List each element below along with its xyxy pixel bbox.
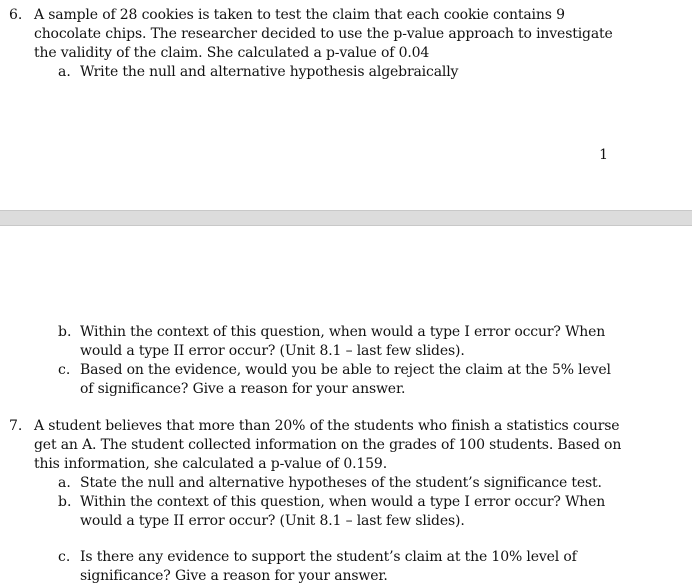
question-7b-text-line-2: would a type II error occur? (Unit 8.1 – last few slides). [80,513,465,529]
question-6c-label: c. [58,362,71,378]
question-6a-text: Write the null and alternative hypothesis algebraically [80,64,459,80]
question-7-text-line-1: A student believes that more than 20% of the students who finish a statistics course [34,418,620,434]
question-6-text-line-3: the validity of the claim. She calculated a p-value of 0.04 [34,45,430,61]
document-page-2 [0,226,692,587]
question-7b-label: b. [58,494,72,510]
question-7a-text: State the null and alternative hypotheses of the student’s significance test. [80,475,602,491]
question-6b-label: b. [58,324,72,340]
question-7-text-line-3: this information, she calculated a p-value of 0.159. [34,456,387,472]
question-7c-text-line-1: Is there any evidence to support the student’s claim at the 10% level of [80,549,577,565]
question-7b-text-line-1: Within the context of this question, when would a type I error occur? When [80,494,606,510]
question-6-text-line-1: A sample of 28 cookies is taken to test the claim that each cookie contains 9 [34,7,565,23]
question-6a-label: a. [58,64,71,80]
page-number: 1 [599,147,608,163]
question-6-text-line-2: chocolate chips. The researcher decided to use the p-value approach to investigate [34,26,613,42]
question-6c-text-line-2: of significance? Give a reason for your answer. [80,381,406,397]
question-6-number: 6. [9,7,23,23]
question-7a-label: a. [58,475,71,491]
question-7-number: 7. [9,418,23,434]
question-7-text-line-2: get an A. The student collected information on the grades of 100 students. Based on [34,437,622,453]
question-7c-text-line-2: significance? Give a reason for your answer. [80,568,388,584]
question-6b-text-line-1: Within the context of this question, when would a type I error occur? When [80,324,606,340]
question-7c-label: c. [58,549,71,565]
question-6c-text-line-1: Based on the evidence, would you be able to reject the claim at the 5% level [80,362,611,378]
page-break [0,210,692,226]
question-6b-text-line-2: would a type II error occur? (Unit 8.1 – last few slides). [80,343,465,359]
document-page-1 [0,0,692,210]
